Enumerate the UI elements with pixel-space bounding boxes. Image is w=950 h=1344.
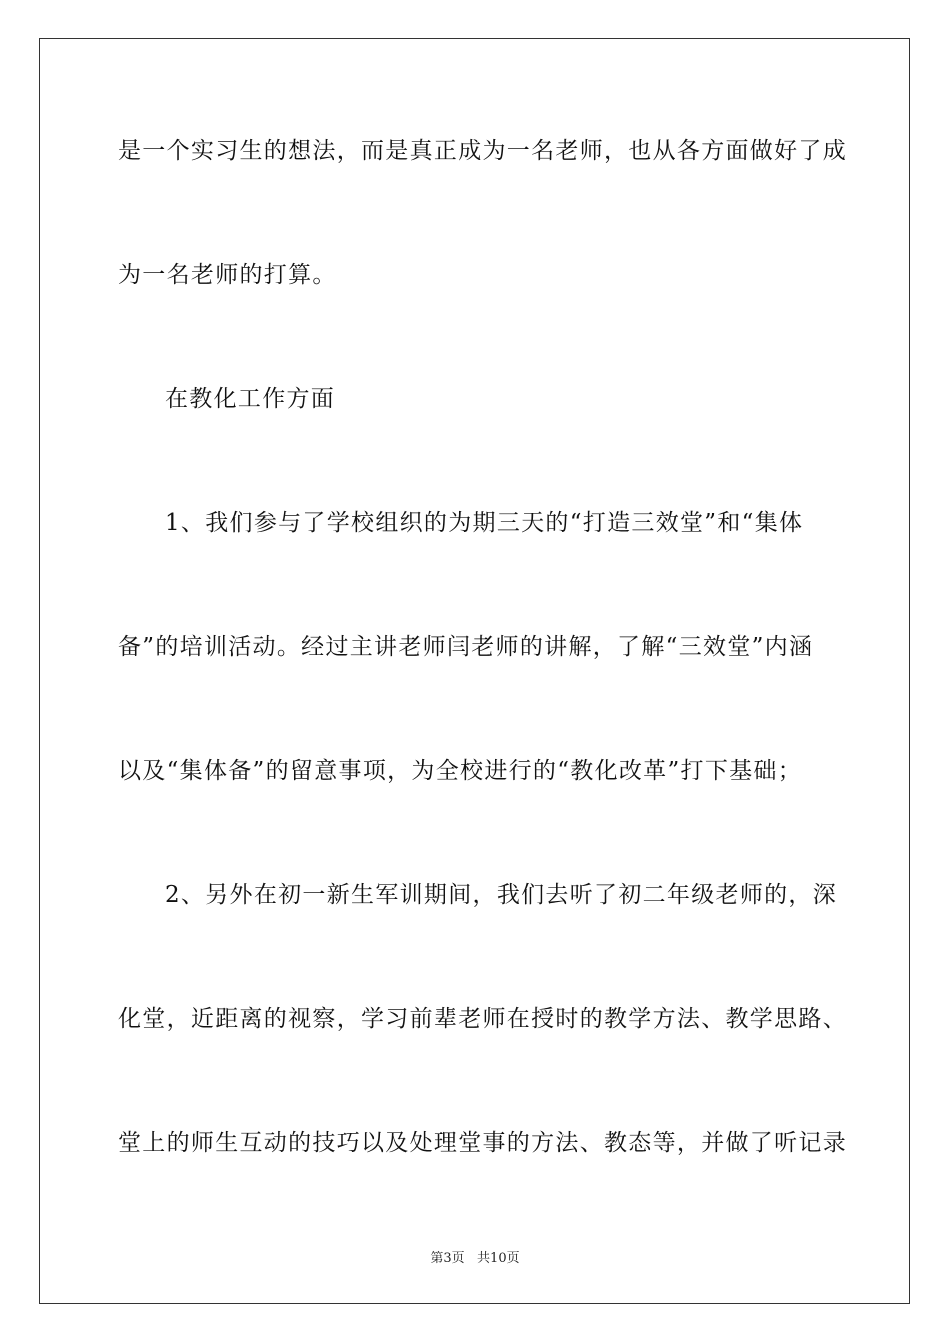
paragraph-line: 备”的培训活动。经过主讲老师闫老师的讲解，了解“三效堂”内涵 [118, 634, 814, 660]
paragraph-line: 堂上的师生互动的技巧以及处理堂事的方法、教态等，并做了听记录 [118, 1130, 847, 1156]
paragraph-line: 为一名老师的打算。 [118, 262, 337, 288]
paragraph-line: 化堂，近距离的视察，学习前辈老师在授时的教学方法、教学思路、 [118, 1006, 847, 1032]
paragraph-line: 1、我们参与了学校组织的为期三天的“打造三效堂”和“集体 [165, 510, 804, 536]
paragraph-line: 是一个实习生的想法，而是真正成为一名老师，也从各方面做好了成 [118, 138, 847, 164]
paragraph-line: 2、另外在初一新生军训期间，我们去听了初二年级老师的，深 [165, 882, 838, 908]
page-footer: 第3页 共10页 [430, 1251, 520, 1266]
page-border [39, 38, 910, 1304]
section-heading: 在教化工作方面 [165, 386, 336, 412]
paragraph-line: 以及“集体备”的留意事项，为全校进行的“教化改革”打下基础； [118, 758, 803, 784]
